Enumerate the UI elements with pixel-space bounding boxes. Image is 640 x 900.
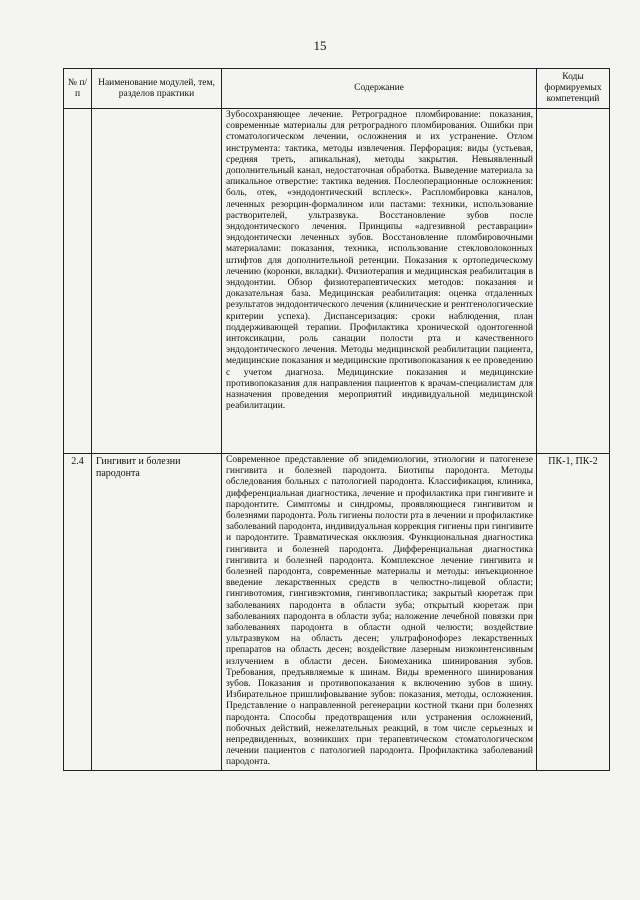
page-number: 15 (313, 38, 327, 53)
row-codes (537, 109, 610, 454)
row-num (64, 109, 92, 454)
header-name: Наименование модулей, тем, разделов практики (92, 69, 222, 109)
table-header-row (64, 69, 610, 109)
practice-content-table (63, 68, 610, 771)
row-content: Современное представление об эпидемиологии, этиологии и патогенезе гингивита и болезней пародонта. Биотипы пародонта. Методы обследования больных с патологией пародонта. Классификация, клиника, дифференциальная диагностика, лечение и профилактика при гингивите и пародонтите. Симптомы и синдромы, проявляющиеся гингивитом и болезнями пародонта. Роль гигиены полости рта в лечении и профилактике заболеваний пародонта, индивидуальная коррекция гигиены при гингивите и пародонтите. Травматическая окклюзия. Функциональная диагностика гингивита и болезней пародонта. Дифференциальная диагностика гингивита и болезней пародонта. Комплексное лечение гингивита и болезней пародонта, современные материалы и методы: инъекционное введение лекарственных средств в челюстно-лицевой области; гингивотомия, гингивэктомия, гингивопластика; закрытый кюретаж при заболеваниях пародонта в области зуба; открытый кюретаж при заболеваниях пародонта в области зуба; наложение лечебной повязки при заболеваниях пародонта в области одной челюсти; воздействие ультразвуком на область десен; ультрафонофорез лекарственных препаратов на область десен; воздействие лазерным низкоинтенсивным излучением в области десен. Биомеханика шинирования зубов. Требования, предъявляемые к шинам. Виды временного шинирования зубов. Показания и противопоказания к включению зубов в шину. Избирательное пришлифовывание зубов: показания, методы, осложнения. Представление о направленной регенерации костной ткани при болезнях пародонта. Способы предотвращения или устранения осложнений, побочных действий, нежелательных реакций, в том числе серьезных и непредвиденных, возникших при терапевтическом стоматологическом лечении пациентов с патологией пародонта. Профилактика заболеваний пародонта. (222, 454, 537, 771)
row-name: Гингивит и болезни пародонта (92, 454, 222, 771)
row-content: Зубосохраняющее лечение. Ретроградное пломбирование: показания, современные материалы для ретроградного пломбирования. Ошибки при стоматологическом лечении, осложнения и их устранение. Отлом инструмента: тактика, методы извлечения. Перфорация: виды (устьевая, средняя треть, апикальная), методы закрытия. Невыявленный дополнительный канал, недостаточная обработка. Выведение материала за апикальное отверстие: тактика ведения. Послеоперационные осложнения: боль, отек, «эндодонтический всплеск». Распломбировка каналов, леченных резорцин-формалином или пастами: техники, использование растворителей, ультразвука. Восстановление зубов после эндодонтического лечения. Принципы «адгезивной реставрации» эндодонтически леченных зубов. Восстановление пломбировочными материалами: показания, техника, использование стекловолоконных штифтов для дополнительной ретенции. Показания к ортопедическому лечению (коронки, вкладки). Физиотерапия и медицинская реабилитация в эндодонтии. Обзор физиотерапевтических методов: показания и доказательная база. Медицинская реабилитация: оценка отдаленных результатов эндодонтического лечения (клинические и рентгенологические критерии успеха). Диспансеризация: сроки наблюдения, план поддерживающей терапии. Профилактика хронической одонтогенной интоксикации, роль санации полости рта и качественного эндодонтического лечения. Методы медицинской реабилитации пациента, медицинские показания и медицинские противопоказания к ее проведению с учетом диагноза. Медицинские показания и медицинские противопоказания для направления пациентов к врачам-специалистам для назначения проведения мероприятий индивидуальной медицинской реабилитации. (222, 109, 537, 454)
row-codes: ПК-1, ПК-2 (537, 454, 610, 771)
row-name (92, 109, 222, 454)
header-codes: Коды формируемых компетенций (537, 69, 610, 109)
header-num: № п/п (64, 69, 92, 109)
table-row (64, 454, 610, 771)
table-row (64, 109, 610, 454)
header-content: Содержание (222, 69, 537, 109)
row-num: 2.4 (64, 454, 92, 771)
